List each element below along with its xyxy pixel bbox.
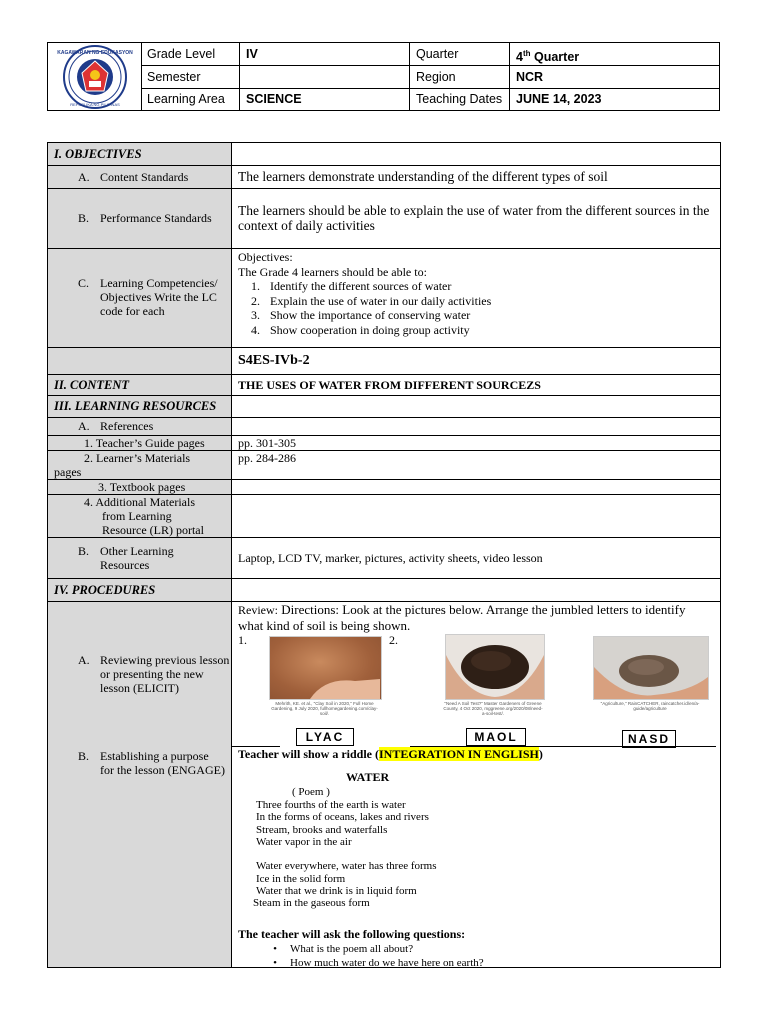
competencies-intro: Objectives: [238,250,293,264]
other-resources-value: Laptop, LCD TV, marker, pictures, activity sheets, video lesson [238,551,543,565]
semester-value [240,66,408,88]
clay-soil-photo [269,636,382,700]
teachers-guide-row [48,436,720,451]
competencies-intro-2: The Grade 4 learners should be able to: [238,264,427,279]
objectives-section-row [48,143,720,166]
photo-caption: "Agriculture," RainCATCHER, raincatcher.id/en/a-guide/agriculture [600,701,700,711]
grade-level-value: IV [246,47,258,61]
bullet-icon: • [273,943,277,955]
review-directions: Review: Directions: Look at the pictures below. Arrange the jumbled letters to identify what kind of soil is being shown. [238,602,686,633]
other-resources-row: B. Other Learning Resources Laptop, LCD TV, marker, pictures, activity sheets, video lesson [48,538,720,579]
poem-line: Ice in the solid form [256,872,346,885]
resources-section-row [48,396,720,418]
additional-materials-label: 4. Additional Materials [84,495,195,509]
semester-label: Semester [147,70,201,84]
competencies-letter: C. [78,276,90,290]
questions-list [260,942,484,970]
learning-area-label: Learning Area [147,92,225,106]
question-item: • What is the poem all about? [260,942,484,956]
engage-row: B. Establishing a purpose for the lesson (ENGAGE) Teacher will show a riddle (INTEGRATION IN ENGLISH) WATER ( Poem ) Three fourths of the earth is water In the forms of oceans, lakes and rivers Stream, brooks and waterfalls Water vapor in the air Water everywhere, water has three forms Ice in the solid form Water that we drink is in liquid form Steam in the gaseous form The teacher will ask the following questions: • What is the poem all about? • How much water do we have here on earth? [48,746,720,967]
additional-materials-row: 4. Additional Materials from Learning Resource (LR) portal [48,495,720,538]
references-label: References [100,419,154,433]
hand-icon [270,637,381,699]
poem-title: WATER [346,770,390,784]
region-value: NCR [516,70,544,84]
learners-materials-label: 2. Learner’s Materials [84,451,191,465]
procedures-section-row [48,579,720,602]
loam-soil-photo [445,634,545,700]
jumbled-word: LYAC [296,728,354,746]
poem-line: Steam in the gaseous form [253,897,370,910]
objectives-section-title: I. OBJECTIVES [54,147,142,161]
content-value: THE USES OF WATER FROM DIFFERENT SOURCEZS [238,378,541,392]
lc-code: S4ES-IVb-2 [238,353,310,368]
photo-caption: "Need A Soil Test?" Master Gardeners of Greene County, 4 Oct 2020, mggreene.org/2020/08/need-a-soil-test/. [443,701,543,716]
competencies-row [48,249,720,348]
poem-line: In the forms of oceans, lakes and rivers [256,811,429,824]
bullet-icon: • [273,957,277,969]
learning-area-value: SCIENCE [246,92,302,106]
elicit-row: A. Reviewing previous lesson or presenting the new lesson (ELICIT) Review: Directions: Look at the pictures below. Arrange the jumbled letters to identify what kind of soil is being shown. 1. 2. Mehrith, KE. et al., "Clay Soil in 2020," Full Home Gardening, 9 July 2020, fullhomegardening.com/clay-soil/. LYAC "Need A Soil Test?" Master Gardeners of Greene County, 4 Oct 2020, mggreene.org/2020/08/need-a-soil-test/. MAOL "Agriculture," RainCATCHER, raincatcher.id/en/a-guide/agriculture NASD [48,602,720,746]
competency-item: 1. Identify the different sources of water [251,279,452,293]
performance-standards-letter: B. [78,211,90,225]
learners-materials-value: pp. 284-286 [238,451,296,465]
poem-line [256,848,437,860]
engage-label: Establishing a purpose for the lesson (ENGAGE) [100,749,225,777]
photo-caption: Mehrith, KE. et al., "Clay Soil in 2020," Full Home Gardening, 9 July 2020, fullhomegardening.com/clay-soil/. [271,701,378,716]
picture-number: 2. [389,633,398,647]
textbook-row [48,480,720,495]
competencies-label: Learning Competencies/ Objectives Write the LC code for each [100,276,218,318]
resources-section-title: III. LEARNING RESOURCES [54,399,217,413]
poem-line: Stream, brooks and waterfalls [256,823,388,836]
content-standards-label: Content Standards [100,170,189,184]
teaching-dates-value: JUNE 14, 2023 [516,92,602,106]
sandy-soil-photo [593,636,709,700]
content-section-title: II. CONTENT [54,378,130,392]
logo-cell [48,43,142,110]
grade-level-label: Grade Level [147,47,216,61]
teachers-guide-value: pp. 301-305 [238,436,296,450]
poem-line: Three fourths of the earth is water [256,799,406,811]
poem-line: Water vapor in the air [256,835,352,848]
teaching-dates-label: Teaching Dates [416,92,503,106]
references-row: A. References [48,418,720,436]
poem-line: Water that we drink is in liquid form [256,885,417,898]
competency-item: 3. Show the importance of conserving water [251,308,471,322]
region-label: Region [416,70,456,84]
jumbled-word: MAOL [466,728,526,746]
picture-number: 1. [238,633,247,647]
question-item: • How much water do we have here on earth? [260,956,484,970]
content-row [48,375,720,396]
other-resources-label: Other Learning Resources [100,544,174,572]
performance-standards-value: The learners should be able to explain the use of water from the different sources in the context of daily activities [238,203,710,233]
competency-item: 4. Show cooperation in doing group activity [251,322,470,337]
soil-in-hands-icon [594,637,708,699]
quarter-value: 4th Quarter [516,49,580,65]
elicit-label: Reviewing previous lesson or presenting the new lesson (ELICIT) [100,653,230,695]
svg-text:KAGAWARAN NG EDUKASYON: KAGAWARAN NG EDUKASYON [57,50,133,56]
lc-code-row [48,348,720,375]
competency-item: 2. Explain the use of water in our daily activities [251,293,492,308]
questions-intro: The teacher will ask the following questions: [238,927,466,941]
svg-text:REPUBLIKA NG PILIPINAS: REPUBLIKA NG PILIPINAS [70,102,120,107]
quarter-label: Quarter [416,47,459,61]
content-standards-value: The learners demonstrate understanding of the different types of soil [238,169,608,184]
content-standards-row [48,166,720,189]
learners-materials-row: 2. Learner’s Materials pages pp. 284-286 [48,451,720,480]
content-standards-letter: A. [78,170,90,184]
teachers-guide-label: 1. Teacher’s Guide pages [48,436,232,450]
procedures-section-title: IV. PROCEDURES [54,583,156,597]
deped-seal-logo [48,43,141,110]
poem-body [253,799,437,910]
poem-line: Water everywhere, water has three forms [256,860,437,873]
jumbled-word: NASD [622,730,676,748]
poem-subtitle: ( Poem ) [292,786,330,798]
soil-in-hands-icon [446,635,544,699]
header-table [47,42,720,111]
performance-standards-row [48,189,720,249]
lesson-plan-table [47,142,721,968]
textbook-label: 3. Textbook pages [48,480,232,494]
performance-standards-label: Performance Standards [100,211,212,225]
riddle-instruction: Teacher will show a riddle (INTEGRATION IN ENGLISH) [238,747,543,761]
